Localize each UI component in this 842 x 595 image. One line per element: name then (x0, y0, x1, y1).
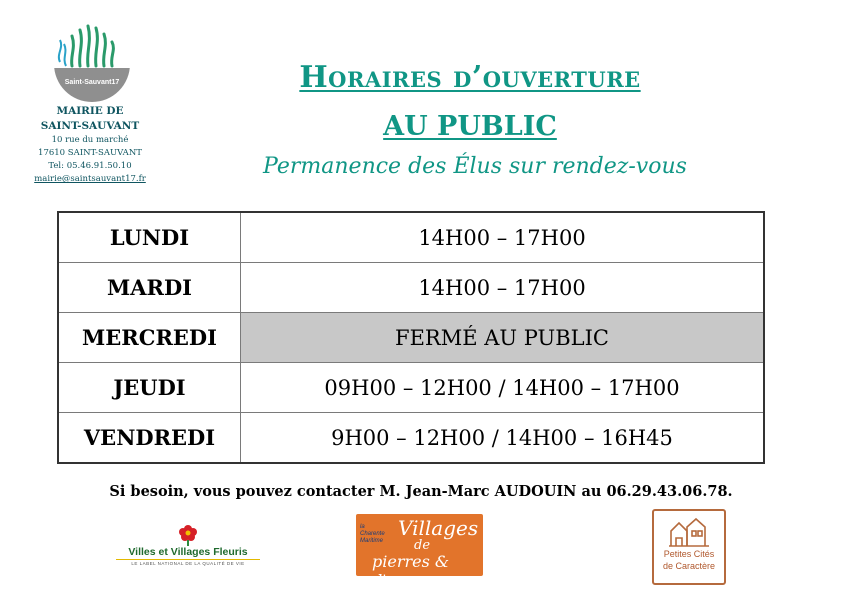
region-line1: la (360, 524, 365, 530)
flower-icon (175, 520, 201, 546)
mairie-address-line2: 17610 SAINT-SAUVANT (38, 148, 142, 158)
hours-cell: 14H00 – 17H00 (241, 263, 765, 313)
charente-maritime-label (360, 524, 400, 545)
page-title: Horaires d’ouverture (299, 60, 641, 95)
hours-cell: 14H00 – 17H00 (241, 212, 765, 263)
villages-word: Villages (398, 516, 479, 540)
villages-de-word: de (414, 538, 431, 553)
page-title-line2: AU PUBLIC (383, 111, 557, 142)
day-cell: JEUDI (58, 363, 241, 413)
region-line3: Maritime (360, 538, 384, 544)
schedule-row-mercredi (58, 313, 764, 363)
pcc-line2: de Caractère (662, 561, 716, 571)
petites-cites-caractere-logo (652, 509, 726, 585)
opening-hours-table (57, 211, 765, 464)
mairie-email-link[interactable]: mairie@saintsauvant17.fr (34, 174, 146, 184)
hours-cell-closed: FERMÉ AU PUBLIC (241, 313, 765, 363)
day-cell: MERCREDI (58, 313, 241, 363)
mairie-info (20, 104, 160, 186)
villages-pierres-eau-logo (356, 514, 483, 590)
pcc-line1: Petites Cités (663, 549, 715, 559)
hours-cell: 9H00 – 12H00 / 14H00 – 16H45 (241, 413, 765, 464)
day-cell: MARDI (58, 263, 241, 313)
villes-villages-fleuris-logo (108, 520, 268, 570)
schedule-row-mardi (58, 263, 764, 313)
day-cell: VENDREDI (58, 413, 241, 464)
page-subtitle: Permanence des Élus sur rendez-vous (263, 154, 687, 179)
saint-sauvant-logo (50, 22, 134, 106)
contact-note: Si besoin, vous pouvez contacter M. Jean-Marc AUDOUIN au 06.29.43.06.78. (109, 483, 733, 500)
villages-pierres-eau-word: pierres & d'eau (372, 552, 450, 590)
vvf-tagline: LE LABEL NATIONAL DE LA QUALITÉ DE VIE (116, 559, 260, 566)
schedule-row-lundi (58, 212, 764, 263)
vvf-title: Villes et Villages Fleuris (128, 546, 248, 558)
mairie-name-line2: SAINT-SAUVANT (40, 120, 140, 132)
region-line2: Charente (360, 531, 385, 537)
mairie-phone: Tel: 05.46.91.50.10 (48, 161, 132, 171)
schedule-row-jeudi (58, 363, 764, 413)
mairie-name-line1: MAIRIE DE (56, 105, 124, 117)
day-cell: LUNDI (58, 212, 241, 263)
logo-text: Saint-Sauvant17 (64, 79, 120, 86)
hours-cell: 09H00 – 12H00 / 14H00 – 17H00 (241, 363, 765, 413)
mairie-address-line1: 10 rue du marché (51, 135, 129, 145)
schedule-row-vendredi (58, 413, 764, 464)
houses-icon (669, 517, 709, 547)
